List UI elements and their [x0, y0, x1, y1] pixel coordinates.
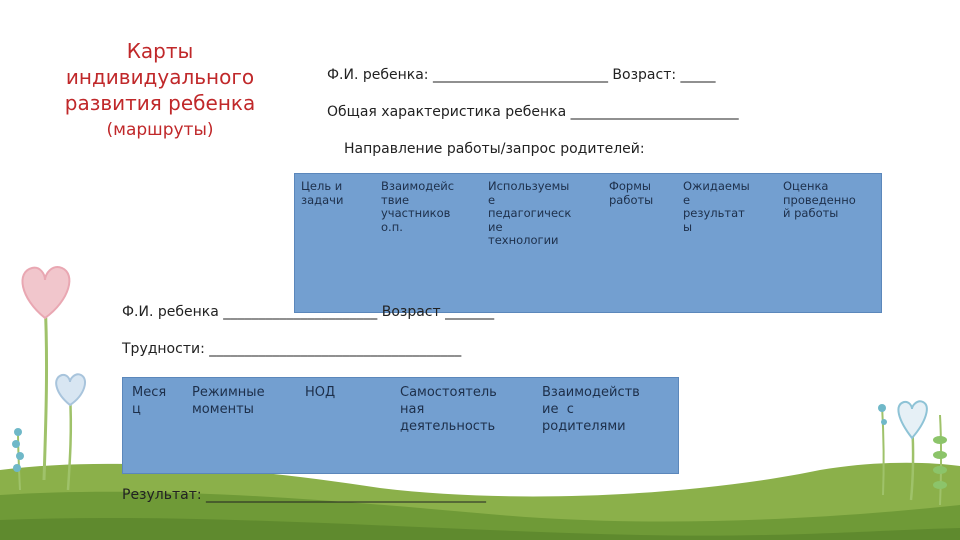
work-direction-line: Направление работы/запрос родителей:: [344, 141, 645, 157]
table2-header-month: Меся ц: [132, 385, 167, 417]
title-subtitle: (маршруты): [106, 120, 214, 140]
child-name-age-line: Ф.И. ребенка: _________________________ Возраст: _____: [327, 67, 716, 83]
title-line-3: развития ребенка: [64, 91, 256, 115]
child-name-age-line-2: Ф.И. ребенка ______________________ Возраст _______: [122, 304, 495, 320]
plan-table: [294, 173, 882, 313]
table-header-technologies: Используемы е педагогическ ие технологии: [488, 179, 572, 247]
title-line-2: индивидуального: [65, 65, 255, 89]
table2-header-nod: НОД: [305, 385, 336, 400]
title-line-1: Карты: [126, 39, 194, 63]
monthly-table: [122, 377, 679, 474]
table2-header-parent-interaction: Взаимодейств ие с родителями: [542, 385, 640, 434]
difficulties-line: Трудности: ____________________________________: [122, 341, 462, 357]
result-line: Результат: ________________________________________: [122, 487, 487, 503]
table2-header-routine: Режимные моменты: [192, 385, 265, 417]
page-title: [40, 38, 280, 143]
table-header-interaction: Взаимодейс твие участников о.п.: [381, 179, 455, 234]
general-characteristic-line: Общая характеристика ребенка ________________________: [327, 104, 739, 120]
table2-header-independent-activity: Самостоятель ная деятельность: [400, 385, 497, 434]
table-header-evaluation: Оценка проведенно й работы: [783, 179, 856, 220]
table-header-goals: Цель и задачи: [301, 179, 344, 207]
table-header-work-forms: Формы работы: [609, 179, 654, 207]
table-header-expected-results: Ожидаемы е результат ы: [683, 179, 750, 234]
